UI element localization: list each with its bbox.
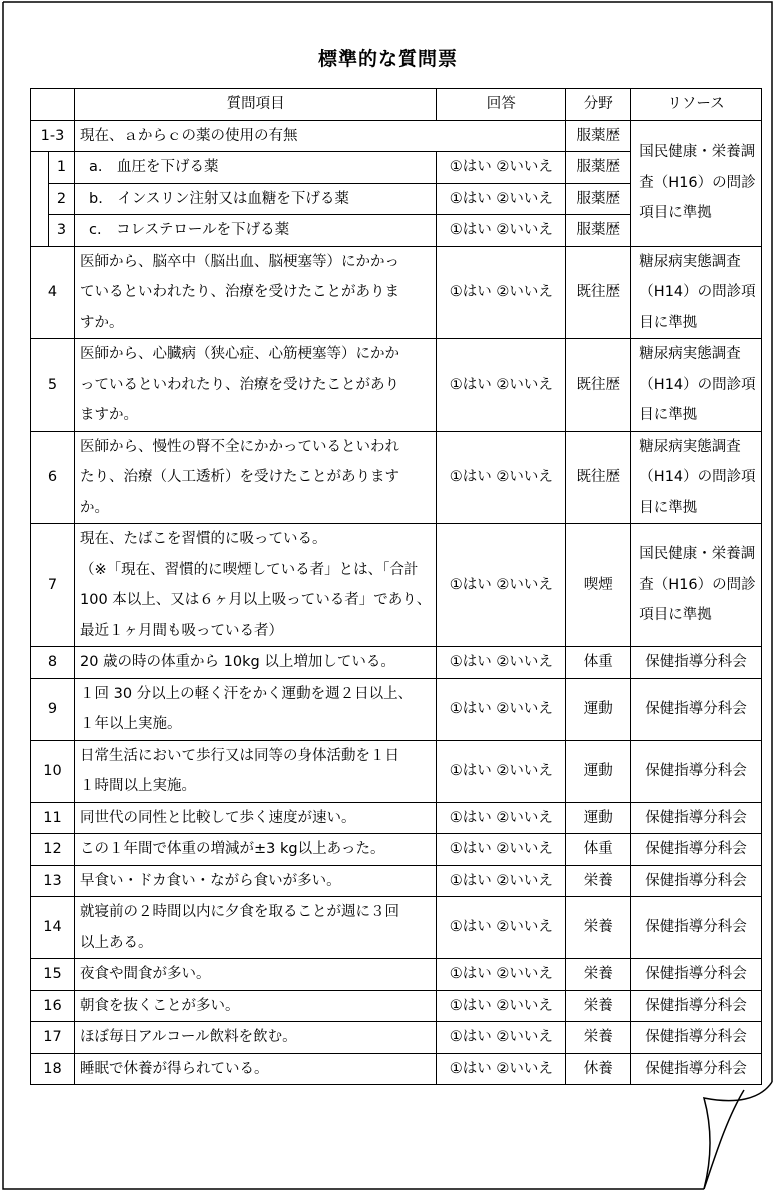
question-line: ほぼ毎日アルコール飲料を飲む。 xyxy=(80,1029,297,1045)
table-row xyxy=(31,740,762,802)
table-row xyxy=(31,802,762,834)
field-cell: 休養 xyxy=(566,1053,631,1085)
question-line: この１年間で体重の増減が±3 kg以上あった。 xyxy=(80,841,385,857)
question-line: か。 xyxy=(80,499,109,516)
resource-cell xyxy=(631,647,761,679)
field-cell: 栄養 xyxy=(566,990,631,1022)
resource-cell xyxy=(631,865,761,897)
question-text xyxy=(75,959,437,991)
question-line: 100 本以上、又は６ヶ月以上吸っている者」であり、 xyxy=(80,592,432,608)
answer-options: ①はい ②いいえ xyxy=(437,152,566,184)
answer-options: ①はい ②いいえ xyxy=(437,246,566,339)
question-number: 18 xyxy=(31,1053,75,1085)
resource-line: 保健指導分科会 xyxy=(645,997,747,1014)
question-text: a. 血圧を下げる薬 xyxy=(75,152,437,184)
table-row xyxy=(31,834,762,866)
question-line: 医師から、脳卒中（脳出血、脳梗塞等）にかかっ xyxy=(80,253,399,270)
group-indent xyxy=(31,183,49,215)
question-line: 睡眠で休養が得られている。 xyxy=(80,1060,269,1077)
resource-line: 保健指導分科会 xyxy=(645,919,747,936)
question-text xyxy=(75,802,437,834)
resource-cell xyxy=(631,678,761,740)
question-line: １年以上実施。 xyxy=(80,716,182,732)
question-text xyxy=(75,990,437,1022)
question-text xyxy=(75,678,437,740)
question-line: たり、治療（人工透析）を受けたことがあります xyxy=(80,469,399,485)
resource-cell xyxy=(631,834,761,866)
field-cell: 既往歴 xyxy=(566,246,631,339)
resource-line: 保健指導分科会 xyxy=(645,1060,747,1077)
answer-options: ①はい ②いいえ xyxy=(437,183,566,215)
group-number: 1-3 xyxy=(31,120,75,152)
question-line: ているといわれたり、治療を受けたことがありま xyxy=(80,284,399,300)
resource-line: 保健指導分科会 xyxy=(645,654,747,670)
question-line: 就寝前の２時間以内に夕食を取ることが週に３回 xyxy=(80,904,399,920)
resource-line: 項目に準拠 xyxy=(639,205,712,222)
table-row xyxy=(31,865,762,897)
field-cell: 服薬歴 xyxy=(566,215,631,247)
field-cell: 体重 xyxy=(566,834,631,866)
resource-line: 項目に準拠 xyxy=(639,607,712,624)
question-number: 12 xyxy=(31,834,75,866)
resource-cell xyxy=(631,524,761,647)
questionnaire-table xyxy=(30,88,762,1085)
table-row xyxy=(31,990,762,1022)
table-row xyxy=(31,959,762,991)
question-number: 16 xyxy=(31,990,75,1022)
resource-line: （H14）の問診項 xyxy=(639,376,756,393)
field-cell: 服薬歴 xyxy=(566,152,631,184)
group-row xyxy=(31,120,762,152)
question-line: 夜食や間食が多い。 xyxy=(80,966,211,982)
table-row xyxy=(31,246,762,339)
question-number: 7 xyxy=(31,524,75,647)
field-cell: 運動 xyxy=(566,678,631,740)
question-number: 8 xyxy=(31,647,75,679)
resource-line: 国民健康・栄養調 xyxy=(639,546,756,563)
resource-line: 糖尿病実態調査 xyxy=(639,346,741,362)
question-line: １回 30 分以上の軽く汗をかく運動を週２日以上、 xyxy=(80,685,413,702)
header-resource: リソース xyxy=(631,89,761,121)
group-field: 服薬歴 xyxy=(566,120,631,152)
question-text xyxy=(75,865,437,897)
resource-cell xyxy=(631,897,761,959)
question-line: 以上ある。 xyxy=(80,934,153,951)
answer-options: ①はい ②いいえ xyxy=(437,802,566,834)
question-line: 20 歳の時の体重から 10kg 以上増加している。 xyxy=(80,654,395,670)
resource-line: 保健指導分科会 xyxy=(645,700,747,717)
header-answer: 回答 xyxy=(437,89,566,121)
table-row xyxy=(31,897,762,959)
question-line: ますか。 xyxy=(80,407,138,423)
question-number: 2 xyxy=(49,183,75,215)
resource-line: 査（H16）の問診 xyxy=(639,576,756,593)
question-number: 6 xyxy=(31,431,75,524)
question-number: 15 xyxy=(31,959,75,991)
field-cell: 既往歴 xyxy=(566,431,631,524)
answer-options: ①はい ②いいえ xyxy=(437,647,566,679)
question-number: 5 xyxy=(31,339,75,432)
resource-line: 保健指導分科会 xyxy=(645,1029,747,1045)
question-line: 日常生活において歩行又は同等の身体活動を１日 xyxy=(80,747,399,764)
question-text xyxy=(75,740,437,802)
header-question: 質問項目 xyxy=(75,89,437,121)
answer-options: ①はい ②いいえ xyxy=(437,524,566,647)
answer-options: ①はい ②いいえ xyxy=(437,740,566,802)
question-line: 最近１ヶ月間も吸っている者） xyxy=(80,622,283,639)
answer-options: ①はい ②いいえ xyxy=(437,1053,566,1085)
resource-line: 目に準拠 xyxy=(639,314,698,331)
table-row xyxy=(31,524,762,647)
question-text: c. コレステロールを下げる薬 xyxy=(75,215,437,247)
resource-line: 目に準拠 xyxy=(639,407,698,423)
resource-line: （H14）の問診項 xyxy=(639,284,756,300)
resource-cell xyxy=(631,990,761,1022)
resource-cell xyxy=(631,246,761,339)
question-text xyxy=(75,1053,437,1085)
group-question: 現在、ａからｃの薬の使用の有無 xyxy=(75,120,566,152)
resource-line: 保健指導分科会 xyxy=(645,809,747,826)
resource-line: 国民健康・栄養調 xyxy=(639,144,756,161)
question-line: 医師から、心臓病（狭心症、心筋梗塞等）にかか xyxy=(80,346,399,362)
resource-cell xyxy=(631,959,761,991)
resource-line: 保健指導分科会 xyxy=(645,841,747,857)
question-text: b. インスリン注射又は血糖を下げる薬 xyxy=(75,183,437,215)
group-indent xyxy=(31,152,49,184)
question-line: １時間以上実施。 xyxy=(80,778,196,794)
field-cell: 栄養 xyxy=(566,959,631,991)
answer-options: ①はい ②いいえ xyxy=(437,959,566,991)
resource-line: （H14）の問診項 xyxy=(639,469,756,485)
question-line: 現在、たばこを習慣的に吸っている。 xyxy=(80,531,327,547)
question-number: 14 xyxy=(31,897,75,959)
answer-options: ①はい ②いいえ xyxy=(437,897,566,959)
page-title: 標準的な質問票 xyxy=(317,48,458,70)
question-line: 医師から、慢性の腎不全にかかっているといわれ xyxy=(80,438,399,455)
table-row xyxy=(31,647,762,679)
answer-options: ①はい ②いいえ xyxy=(437,339,566,432)
resource-line: 目に準拠 xyxy=(639,499,698,516)
question-number: 1 xyxy=(49,152,75,184)
resource-line: 保健指導分科会 xyxy=(645,872,747,889)
answer-options: ①はい ②いいえ xyxy=(437,834,566,866)
question-text xyxy=(75,897,437,959)
question-text xyxy=(75,246,437,339)
question-line: すか。 xyxy=(80,314,124,331)
resource-cell xyxy=(631,1022,761,1054)
question-number: 11 xyxy=(31,802,75,834)
resource-line: 糖尿病実態調査 xyxy=(639,253,741,270)
question-number: 17 xyxy=(31,1022,75,1054)
header-number xyxy=(31,89,75,121)
answer-options: ①はい ②いいえ xyxy=(437,865,566,897)
question-text xyxy=(75,834,437,866)
question-line: 早食い・ドカ食い・ながら食いが多い。 xyxy=(80,872,341,889)
question-line: 同世代の同性と比較して歩く速度が速い。 xyxy=(80,809,356,826)
question-text xyxy=(75,339,437,432)
resource-cell xyxy=(631,1053,761,1085)
field-cell: 運動 xyxy=(566,802,631,834)
question-number: 10 xyxy=(31,740,75,802)
answer-options: ①はい ②いいえ xyxy=(437,215,566,247)
resource-line: 糖尿病実態調査 xyxy=(639,438,741,455)
field-cell: 服薬歴 xyxy=(566,183,631,215)
resource-line: 査（H16）の問診 xyxy=(639,174,756,191)
resource-cell xyxy=(631,339,761,432)
table-row xyxy=(31,1022,762,1054)
table-row xyxy=(31,1053,762,1085)
resource-line: 保健指導分科会 xyxy=(645,966,747,982)
question-text xyxy=(75,1022,437,1054)
field-cell: 喫煙 xyxy=(566,524,631,647)
question-number: 13 xyxy=(31,865,75,897)
resource-cell xyxy=(631,802,761,834)
question-line: っているといわれたり、治療を受けたことがあり xyxy=(80,376,399,393)
resource-line: 保健指導分科会 xyxy=(645,762,747,779)
group-indent xyxy=(31,215,49,247)
group-resource xyxy=(631,120,761,246)
answer-options: ①はい ②いいえ xyxy=(437,431,566,524)
resource-cell xyxy=(631,740,761,802)
question-text xyxy=(75,524,437,647)
question-line: 朝食を抜くことが多い。 xyxy=(80,997,240,1014)
field-cell: 栄養 xyxy=(566,897,631,959)
field-cell: 栄養 xyxy=(566,1022,631,1054)
table-row xyxy=(31,678,762,740)
table-row xyxy=(31,431,762,524)
question-number: 4 xyxy=(31,246,75,339)
answer-options: ①はい ②いいえ xyxy=(437,678,566,740)
question-text xyxy=(75,431,437,524)
question-text xyxy=(75,647,437,679)
field-cell: 既往歴 xyxy=(566,339,631,432)
table-header-row xyxy=(31,89,762,121)
field-cell: 体重 xyxy=(566,647,631,679)
header-field: 分野 xyxy=(566,89,631,121)
answer-options: ①はい ②いいえ xyxy=(437,1022,566,1054)
question-line: （※「現在、習慣的に喫煙している者」とは、「合計 xyxy=(80,561,419,578)
answer-options: ①はい ②いいえ xyxy=(437,990,566,1022)
table-row xyxy=(31,339,762,432)
resource-cell xyxy=(631,431,761,524)
question-number: 3 xyxy=(49,215,75,247)
field-cell: 栄養 xyxy=(566,865,631,897)
field-cell: 運動 xyxy=(566,740,631,802)
question-number: 9 xyxy=(31,678,75,740)
